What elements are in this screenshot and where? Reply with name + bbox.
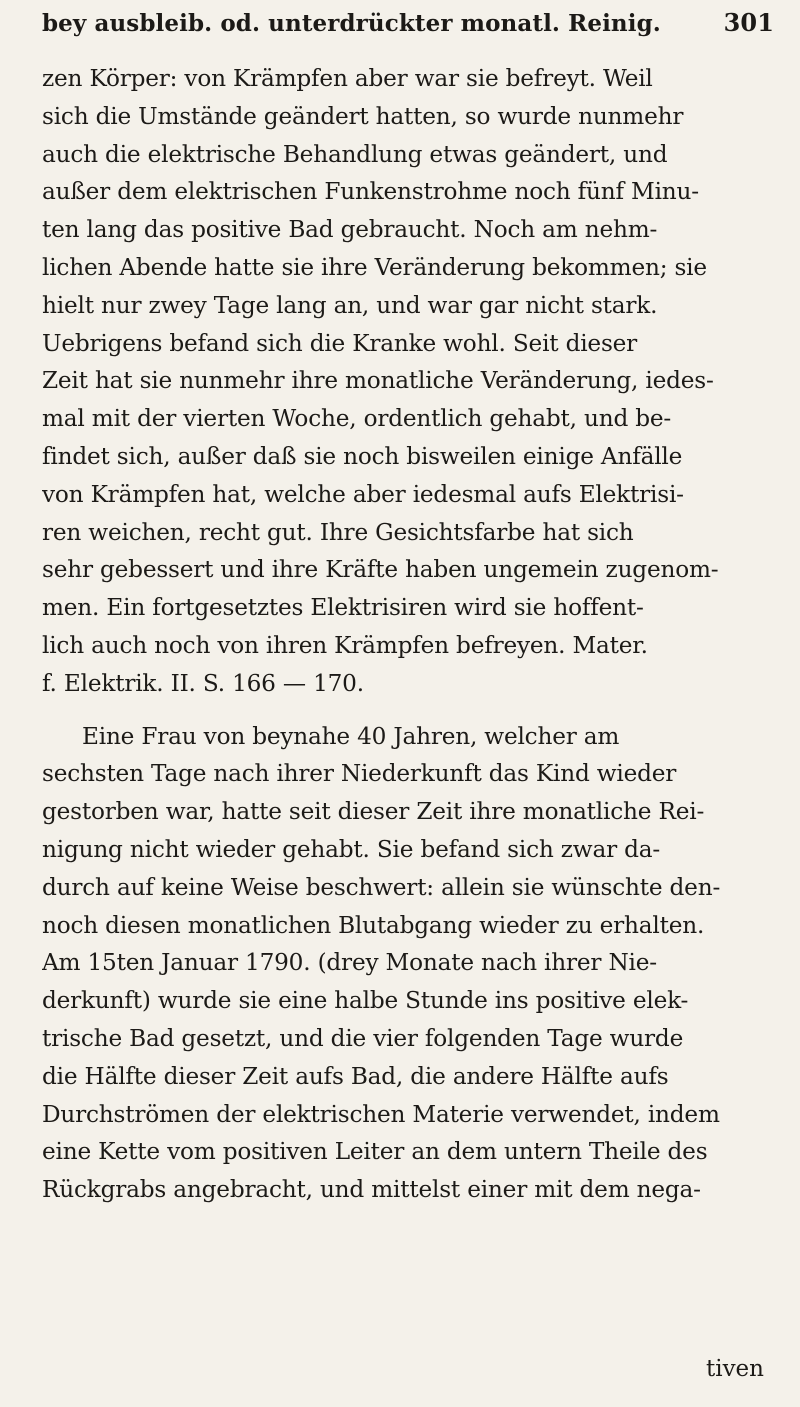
text-line: zen Körper: von Krämpfen aber war sie befreyt. Weil	[42, 65, 653, 92]
text-line: ten lang das positive Bad gebraucht. Noch am nehm-	[42, 216, 658, 244]
text-line: f. Elektrik. II. S. 166 — 170.	[42, 669, 364, 697]
text-line: auch die elektrische Behandlung etwas geändert, und	[42, 140, 668, 168]
text-line: gestorben war, hatte seit dieser Zeit ihre monatliche Rei-	[42, 798, 705, 826]
text-line: Eine Frau von beynahe 40 Jahren, welcher am	[82, 722, 620, 750]
text-line: derkunft) wurde sie eine halbe Stunde ins positive elek-	[42, 987, 689, 1015]
running-title: bey ausbleib. od. unterdrückter monatl. Reinig.	[42, 10, 661, 37]
text-line: nigung nicht wieder gehabt. Sie befand sich zwar da-	[42, 835, 661, 863]
text-line: sehr gebessert und ihre Kräfte haben ungemein zugenom-	[42, 556, 719, 584]
text-line: eine Kette vom positiven Leiter an dem untern Theile des	[42, 1138, 708, 1166]
text-line: durch auf keine Weise beschwert: allein sie wünschte den-	[42, 873, 721, 901]
text-line: trische Bad gesetzt, und die vier folgenden Tage wurde	[42, 1024, 684, 1052]
text-line: ren weichen, recht gut. Ihre Gesichtsfarbe hat sich	[42, 518, 634, 546]
text-line: hielt nur zwey Tage lang an, und war gar nicht stark.	[42, 291, 658, 319]
text-line: mal mit der vierten Woche, ordentlich gehabt, und be-	[42, 405, 672, 433]
paragraph-gap	[42, 703, 774, 718]
text-line: findet sich, außer daß sie noch bisweilen einige Anfälle	[42, 442, 683, 470]
text-line: Am 15ten Januar 1790. (drey Monate nach ihrer Nie-	[42, 949, 657, 977]
paragraph-2	[42, 718, 774, 1209]
text-line: noch diesen monatlichen Blutabgang wieder zu erhalten.	[42, 911, 705, 939]
paragraph-1	[42, 60, 774, 703]
text-line: lichen Abende hatte sie ihre Veränderung bekommen; sie	[42, 253, 707, 281]
text-line: Uebrigens befand sich die Kranke wohl. Seit dieser	[42, 329, 638, 357]
text-line: Zeit hat sie nunmehr ihre monatliche Veränderung, iedes-	[42, 367, 714, 395]
page-body	[42, 60, 774, 1209]
text-line: außer dem elektrischen Funkenstrohme noch fünf Minu-	[42, 178, 699, 206]
text-line: Rückgrabs angebracht, und mittelst einer mit dem nega-	[42, 1176, 701, 1204]
text-line: Durchströmen der elektrischen Materie verwendet, indem	[42, 1100, 720, 1128]
text-line: lich auch noch von ihren Krämpfen befreyen. Mater.	[42, 631, 648, 659]
text-line: von Krämpfen hat, welche aber iedesmal aufs Elektrisi-	[42, 480, 684, 508]
text-line: men. Ein fortgesetztes Elektrisiren wird sie hoffent-	[42, 594, 644, 622]
running-header	[42, 8, 774, 56]
text-line: sechsten Tage nach ihrer Niederkunft das Kind wieder	[42, 760, 677, 788]
text-line: sich die Umstände geändert hatten, so wurde nunmehr	[42, 102, 684, 130]
text-line: die Hälfte dieser Zeit aufs Bad, die andere Hälfte aufs	[42, 1062, 669, 1090]
page-number: 301	[723, 8, 774, 37]
catchword: tiven	[705, 1356, 764, 1382]
